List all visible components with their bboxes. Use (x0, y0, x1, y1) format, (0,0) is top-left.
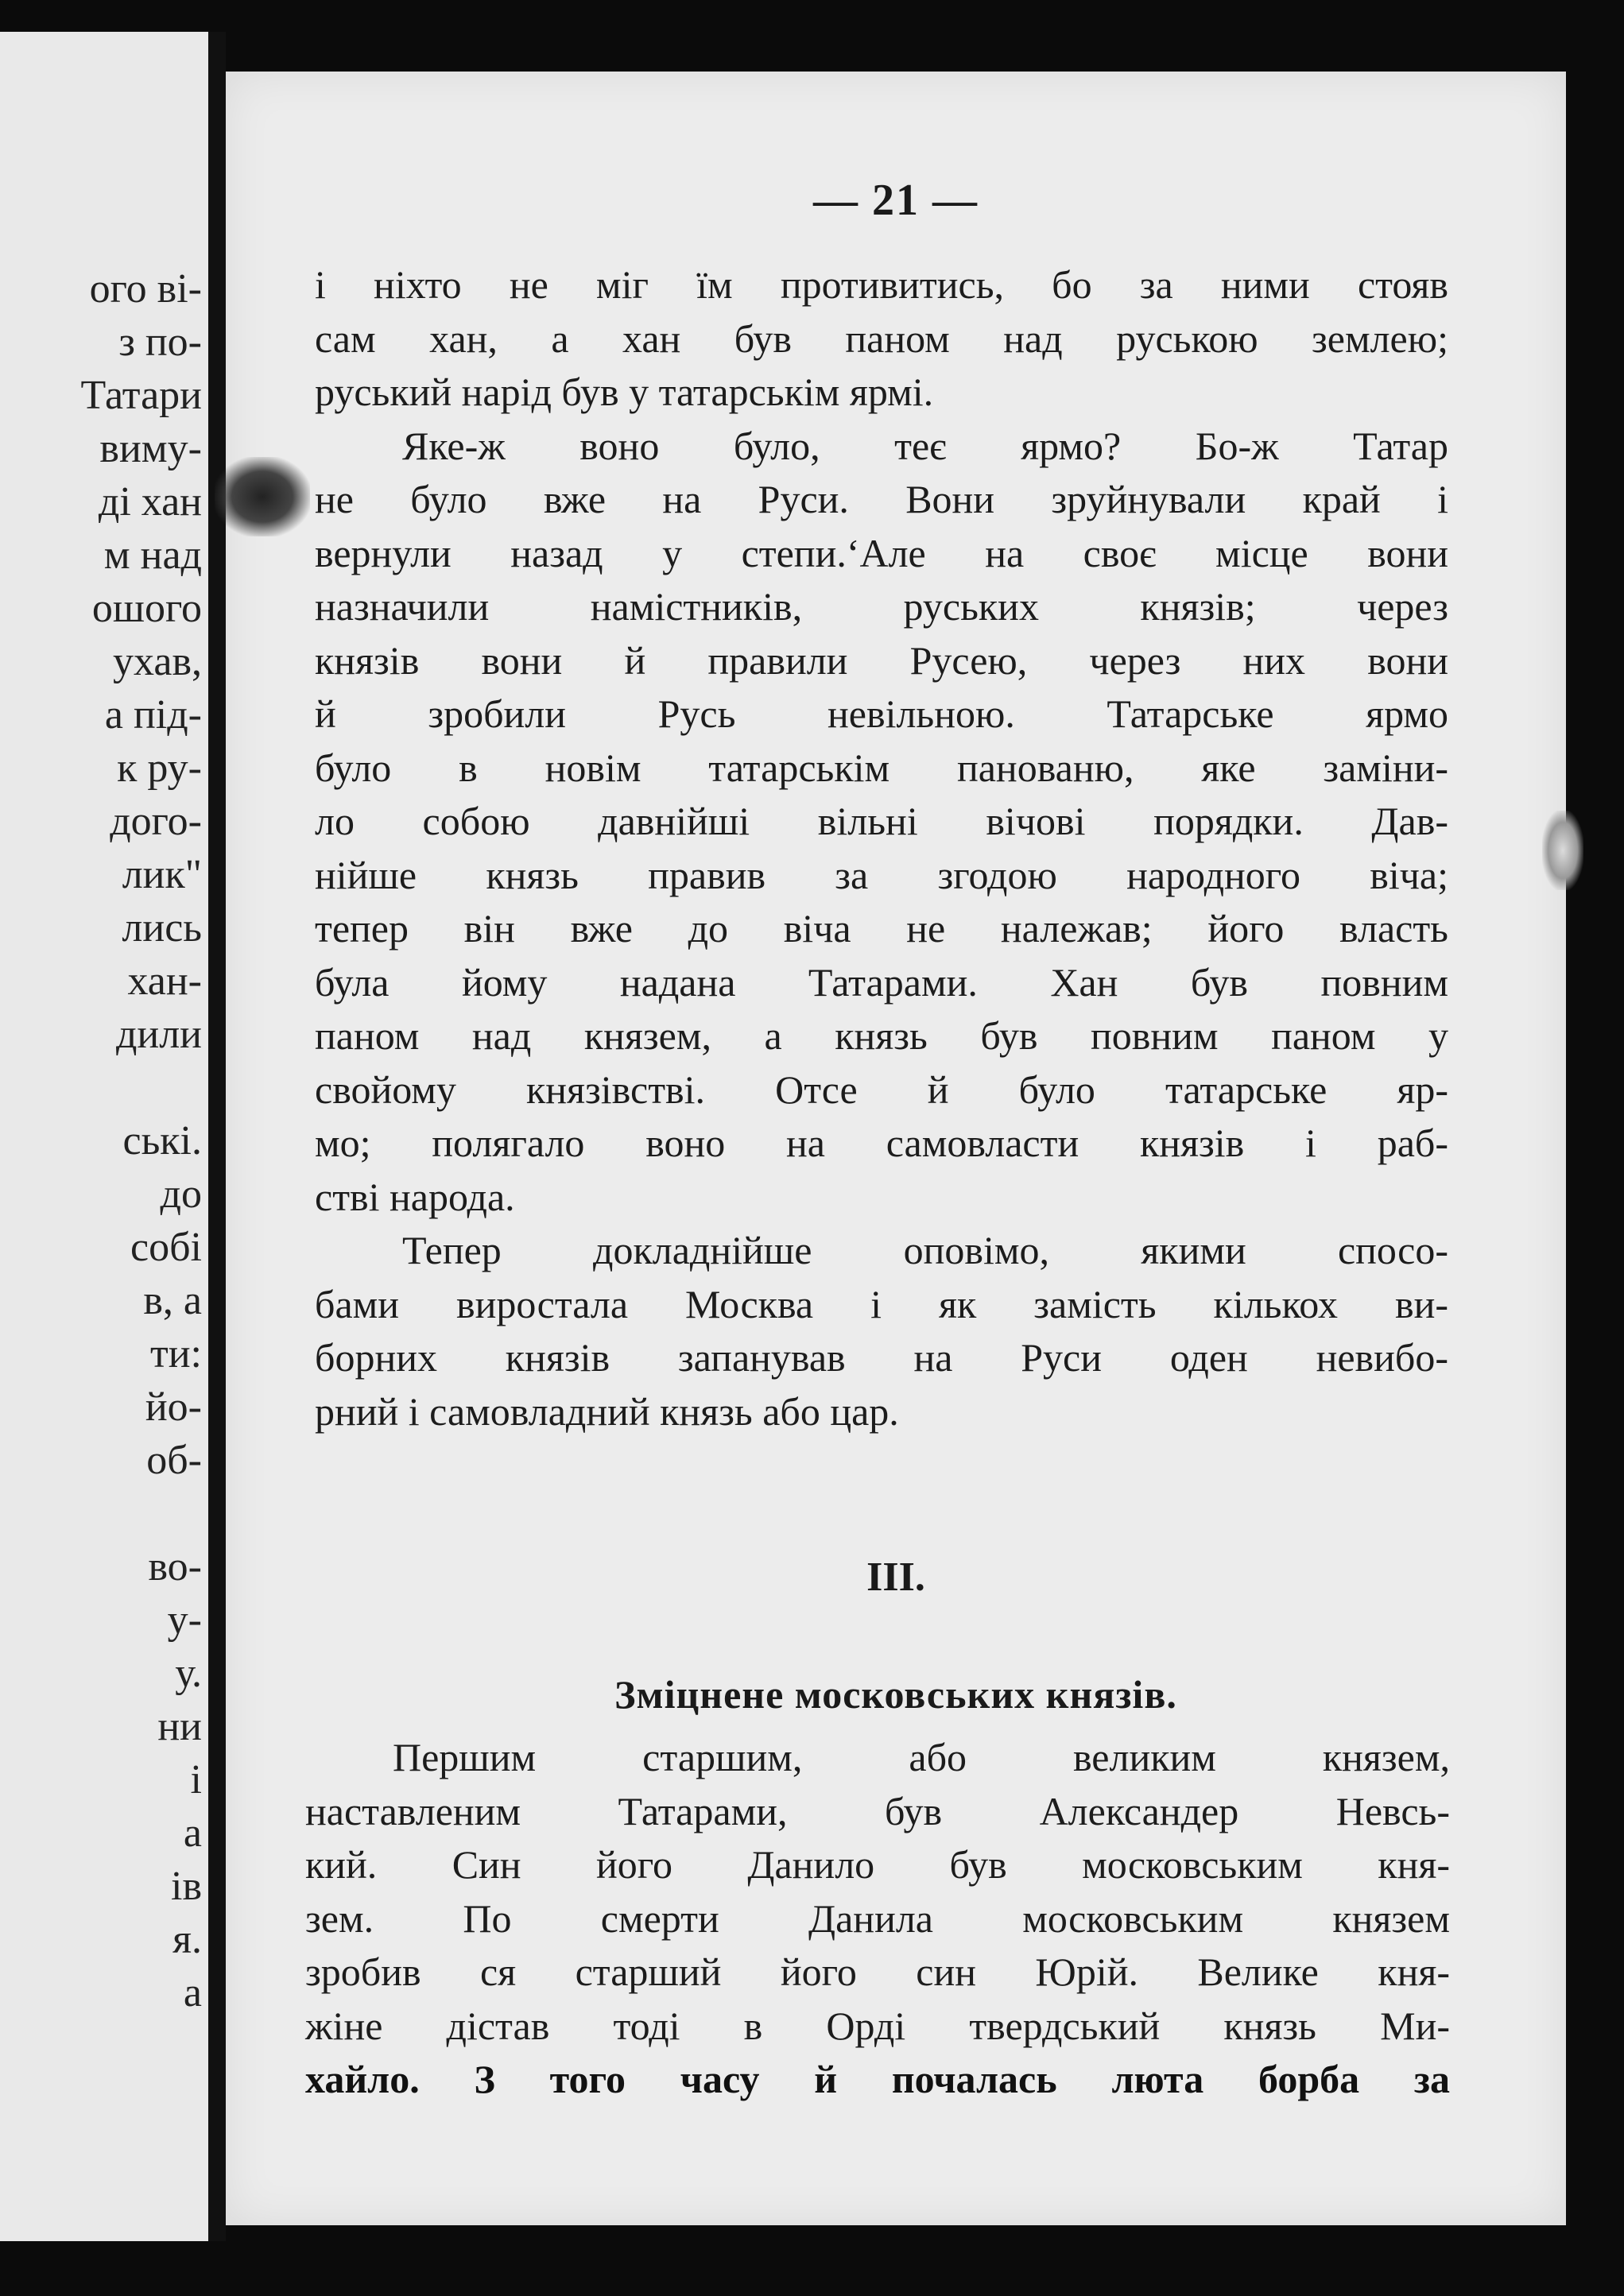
previous-page-fragment: а (183, 1970, 202, 2015)
previous-page-fragment: до (160, 1171, 202, 1217)
text-line: була йому надана Татарами. Хан був повним (315, 959, 1448, 1005)
text-line: мо; полягало воно на самовласти князів і раб- (315, 1121, 1448, 1165)
previous-page-fragment: ни (157, 1704, 202, 1749)
text-line: зем. По смерти Данила московським князем (305, 1895, 1450, 1941)
book-page (226, 72, 1566, 2225)
previous-page-edge (0, 32, 208, 2241)
section-title: Зміцнене московських князів. (614, 1672, 1177, 1717)
text-line: назначили намістників, руських князів; через (315, 584, 1448, 629)
text-line: вернули назад у степи.‘Але на своє місце вони (315, 530, 1448, 575)
text-line: ло собою давнійші вільні вічові порядки. Дав- (315, 799, 1448, 843)
main-text-top (315, 258, 1448, 1438)
previous-page-text-fragments (81, 262, 202, 2019)
previous-page-fragment: Татари (80, 373, 202, 418)
text-line: нійше князь правив за згодою народного віча; (315, 852, 1448, 897)
previous-page-fragment: у. (175, 1651, 202, 1696)
text-line: було в новім татарськім панованю, яке заміни- (315, 745, 1448, 790)
previous-page-fragment: а (183, 1810, 202, 1856)
previous-page-fragment: дого- (110, 799, 202, 844)
text-line: наставленим Татарами, був Александер Невсь- (305, 1788, 1450, 1833)
text-line: сам хан, а хан був паном над руською землею; (315, 316, 1448, 361)
previous-page-fragment: у- (167, 1597, 202, 1643)
previous-page-fragment (81, 1061, 202, 1114)
text-line: кий. Син його Данило був московським кня- (305, 1842, 1450, 1887)
paragraph-1 (315, 258, 1448, 420)
main-text-bottom (305, 1731, 1450, 2107)
page-number: — 21 — (813, 176, 979, 225)
text-line: хайло. З того часу й почалась люта борба за (305, 2057, 1450, 2101)
previous-page-fragment (81, 1487, 202, 1540)
text-line: Першим старшим, або великим князем, (393, 1735, 1450, 1779)
previous-page-fragment: лик" (122, 852, 202, 897)
text-line: й зробили Русь невільною. Татарське ярмо (315, 691, 1448, 736)
previous-page-fragment: к ру- (117, 745, 202, 791)
text-line: зробив ся старший його син Юрій. Велике кня- (305, 1949, 1450, 1994)
text-line: жіне дістав тоді в Орді твердський князь Ми- (305, 2003, 1450, 2048)
previous-page-fragment: во- (148, 1544, 202, 1589)
text-line: бами виростала Москва і як замість кількох ви- (315, 1281, 1448, 1326)
previous-page-fragment: йо- (145, 1384, 202, 1430)
previous-page-fragment: м над (103, 532, 202, 578)
paragraph-4 (305, 1731, 1450, 2107)
previous-page-fragment: ти: (150, 1331, 202, 1376)
previous-page-fragment: дили (115, 1012, 202, 1057)
previous-page-fragment: ські. (122, 1118, 202, 1163)
text-line: рний і самовладний князь або цар. (315, 1388, 899, 1434)
section-number: III. (866, 1555, 925, 1600)
text-line: Тепер докладнійше оповімо, якими спосо- (402, 1228, 1448, 1272)
previous-page-fragment: ухав, (113, 639, 202, 684)
text-line: свойому князівстві. Отсе й було татарське яр- (315, 1067, 1448, 1112)
text-line: паном над князем, а князь був повним паном у (315, 1013, 1448, 1058)
margin-mark (1542, 811, 1583, 890)
previous-page-fragment: ів (171, 1864, 202, 1909)
text-line: і ніхто не міг їм противитись, бо за ними стояв (315, 262, 1448, 307)
previous-page-fragment: ді хан (98, 479, 202, 525)
book-gutter (208, 32, 226, 2241)
previous-page-fragment: з по- (118, 319, 202, 365)
previous-page-fragment: а під- (104, 692, 202, 738)
paragraph-2 (315, 420, 1448, 1225)
text-line: руський нарід був у татарськім ярмі. (315, 370, 934, 414)
previous-page-fragment: ошого (91, 586, 202, 631)
ink-stain (215, 457, 310, 536)
previous-page-fragment: хан- (127, 958, 202, 1004)
previous-page-fragment: ого ві- (89, 266, 202, 312)
text-line: стві народа. (315, 1174, 515, 1219)
text-line: не було вже на Руси. Вони зруйнували край і (315, 477, 1448, 521)
previous-page-fragment: і (190, 1757, 202, 1802)
text-line: князів вони й правили Русею, через них вони (315, 637, 1448, 683)
text-line: борних князів запанував на Руси оден невибо- (315, 1335, 1448, 1380)
previous-page-fragment: собі (130, 1225, 202, 1270)
previous-page-fragment: виму- (99, 426, 202, 471)
previous-page-fragment: в, а (143, 1278, 202, 1323)
paragraph-3 (315, 1224, 1448, 1438)
previous-page-fragment: об- (146, 1438, 202, 1483)
text-line: Яке-ж воно було, теє ярмо? Бо-ж Татар (402, 423, 1448, 468)
text-line: тепер він вже до віча не належав; його власть (315, 906, 1448, 951)
previous-page-fragment: я. (172, 1917, 202, 1962)
previous-page-fragment: лись (122, 905, 202, 951)
